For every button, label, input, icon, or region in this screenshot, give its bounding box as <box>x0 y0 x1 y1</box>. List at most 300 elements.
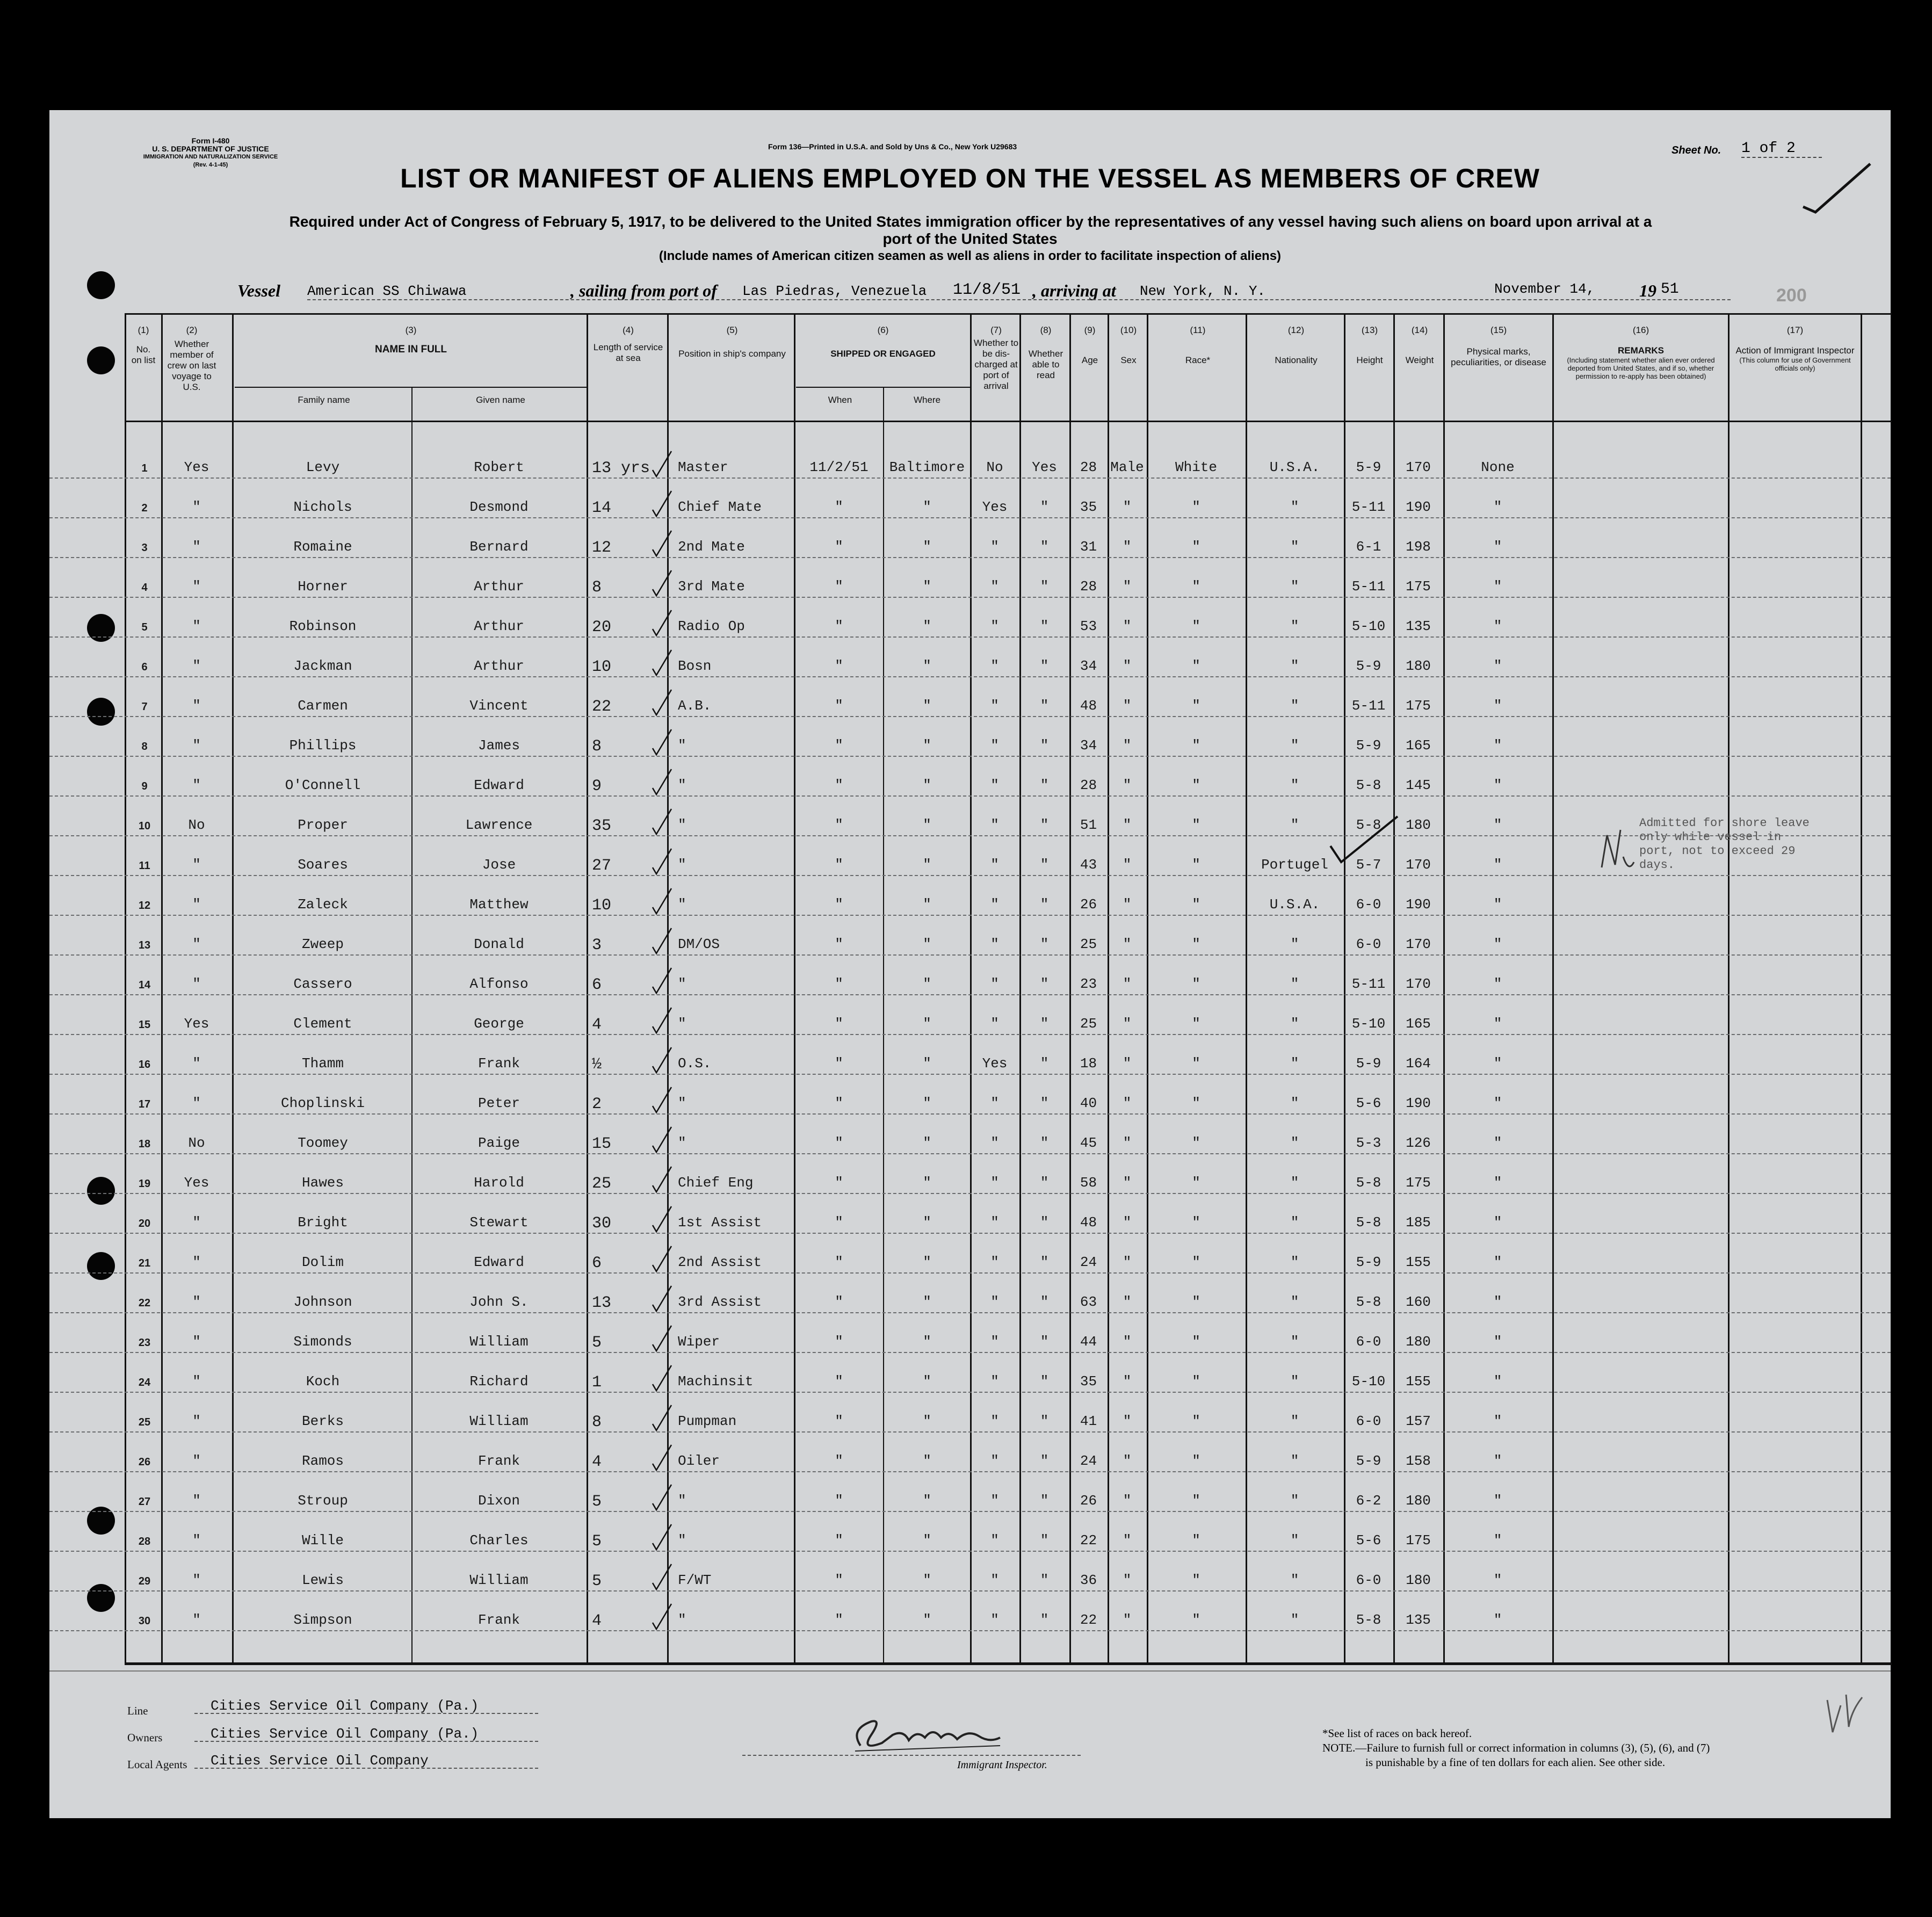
tick-mark <box>650 886 677 918</box>
given-name: Arthur <box>474 618 524 634</box>
nationality: " <box>1290 578 1299 595</box>
row-guide-line <box>49 1193 1891 1194</box>
sex: " <box>1123 1135 1132 1151</box>
position: 2nd Assist <box>678 1254 762 1270</box>
shipped-when: " <box>835 578 843 595</box>
shipped-where: " <box>923 578 931 595</box>
height: 5-8 <box>1356 1294 1381 1310</box>
note-line-2: is punishable by a fine of ten dollars for each alien. See other side. <box>1365 1756 1666 1769</box>
family-name: Toomey <box>298 1135 348 1151</box>
race: " <box>1192 1294 1200 1310</box>
physical-marks: " <box>1493 1135 1502 1151</box>
able-to-read: " <box>1040 1572 1049 1588</box>
col10-header: (10) Sex <box>1120 325 1137 365</box>
height: 5-8 <box>1356 1214 1381 1231</box>
family-name: Johnson <box>293 1294 352 1310</box>
previous-voyage: Yes <box>184 1016 209 1032</box>
tick-mark <box>650 1005 677 1037</box>
height: 5-11 <box>1351 578 1386 595</box>
nationality: " <box>1290 1175 1299 1191</box>
row-number: 14 <box>138 979 151 991</box>
able-to-read: " <box>1040 1135 1049 1151</box>
col1-header: (1) No. on list <box>131 325 156 365</box>
shipped-when: " <box>835 1612 843 1628</box>
previous-voyage: " <box>192 1493 201 1509</box>
position: " <box>678 896 686 913</box>
tick-mark <box>650 1323 677 1355</box>
able-to-read: " <box>1040 1532 1049 1549</box>
weight: 180 <box>1406 1334 1431 1350</box>
race: " <box>1192 1055 1200 1072</box>
age: 35 <box>1080 1373 1097 1390</box>
service-length: 27 <box>592 857 612 875</box>
given-name: William <box>469 1572 529 1588</box>
weight: 175 <box>1406 1175 1431 1191</box>
given-name: Donald <box>474 936 524 952</box>
family-name: Dolim <box>301 1254 344 1270</box>
shipped-when: " <box>835 1294 843 1310</box>
previous-voyage: " <box>192 618 201 634</box>
age: 48 <box>1080 698 1097 714</box>
given-name: John S. <box>469 1294 529 1310</box>
row-guide-line <box>49 716 1891 717</box>
shipped-when: " <box>835 658 843 674</box>
family-name: Hawes <box>301 1175 344 1191</box>
service-length: 20 <box>592 618 612 636</box>
tick-mark <box>650 448 677 481</box>
physical-marks: " <box>1493 1532 1502 1549</box>
able-to-read: " <box>1040 857 1049 873</box>
age: 34 <box>1080 658 1097 674</box>
previous-voyage: " <box>192 539 201 555</box>
family-name: Carmen <box>298 698 348 714</box>
race: " <box>1192 539 1200 555</box>
family-name: Nichols <box>293 499 352 515</box>
row-guide-line <box>49 1392 1891 1393</box>
family-name: Clement <box>293 1016 352 1032</box>
service-length: 22 <box>592 698 612 716</box>
tick-mark <box>650 1243 677 1276</box>
race: " <box>1192 1373 1200 1390</box>
note-label: NOTE. <box>1322 1741 1356 1754</box>
sex: " <box>1123 1572 1132 1588</box>
punch-hole <box>87 1252 115 1280</box>
given-name: Richard <box>469 1373 529 1390</box>
corner-initials <box>1822 1689 1865 1738</box>
age: 24 <box>1080 1453 1097 1469</box>
height: 5-3 <box>1356 1135 1381 1151</box>
height: 6-2 <box>1356 1493 1381 1509</box>
shipped-when: " <box>835 1373 843 1390</box>
able-to-read: " <box>1040 1214 1049 1231</box>
weight: 165 <box>1406 737 1431 754</box>
able-to-read: " <box>1040 737 1049 754</box>
physical-marks: " <box>1493 1612 1502 1628</box>
given-name: James <box>477 737 520 754</box>
discharged: " <box>990 1254 999 1270</box>
service-length: 10 <box>592 658 612 676</box>
sheet-number-value: 1 of 2 <box>1741 140 1822 158</box>
position: DM/OS <box>678 936 720 952</box>
previous-voyage: " <box>192 1373 201 1390</box>
able-to-read: " <box>1040 1413 1049 1429</box>
col5-header: (5) Position in ship's company <box>678 325 786 359</box>
shipped-where: " <box>923 1175 931 1191</box>
service-length: 14 <box>592 499 612 517</box>
shipped-where: " <box>923 1453 931 1469</box>
position: " <box>678 1095 686 1111</box>
row-number: 11 <box>139 860 150 872</box>
service-length: 5 <box>592 1572 602 1590</box>
position: " <box>678 777 686 793</box>
row-guide-line <box>49 1352 1891 1353</box>
shipped-when: " <box>835 1135 843 1151</box>
footer-top-rule <box>49 1670 1891 1672</box>
row-guide-line <box>49 1511 1891 1512</box>
row-number: 19 <box>138 1178 151 1190</box>
row-number: 24 <box>138 1377 151 1388</box>
nationality: " <box>1290 817 1299 833</box>
given-name: Harold <box>474 1175 524 1191</box>
able-to-read: " <box>1040 1493 1049 1509</box>
sheet-number-label: Sheet No. <box>1671 144 1721 156</box>
given-name: Arthur <box>474 658 524 674</box>
shipped-where: " <box>923 1095 931 1111</box>
weight: 170 <box>1406 459 1431 475</box>
previous-voyage: " <box>192 1214 201 1231</box>
race: " <box>1192 1095 1200 1111</box>
age: 40 <box>1080 1095 1097 1111</box>
weight: 180 <box>1406 658 1431 674</box>
shipped-where: " <box>923 777 931 793</box>
shipped-when: " <box>835 698 843 714</box>
previous-voyage: " <box>192 1334 201 1350</box>
form-number: Form I-480 <box>191 136 230 145</box>
service-length: 13 yrs <box>592 459 650 478</box>
subtitle-line-3: (Include names of American citizen seamen as well as aliens in order to facilitate inspection of aliens) <box>659 249 1282 263</box>
row-guide-line <box>49 795 1891 797</box>
shipped-when: " <box>835 1175 843 1191</box>
height: 6-0 <box>1356 896 1381 913</box>
service-length: 15 <box>592 1135 612 1153</box>
race: " <box>1192 618 1200 634</box>
position: " <box>678 857 686 873</box>
form-service: IMMIGRATION AND NATURALIZATION SERVICE <box>143 154 278 160</box>
previous-voyage: " <box>192 1572 201 1588</box>
col4-header: (4) Length of service at sea <box>593 325 663 363</box>
voyage-underline <box>307 299 1731 300</box>
physical-marks: " <box>1493 539 1502 555</box>
table-top-border <box>125 313 1892 315</box>
height: 5-9 <box>1356 1055 1381 1072</box>
service-length: 5 <box>592 1493 602 1511</box>
service-length: 10 <box>592 896 612 915</box>
weight: 170 <box>1406 976 1431 992</box>
previous-voyage: " <box>192 578 201 595</box>
previous-voyage: " <box>192 857 201 873</box>
physical-marks: " <box>1493 857 1502 873</box>
discharged: " <box>990 1294 999 1310</box>
punch-hole <box>87 698 115 726</box>
shipped-where: " <box>923 539 931 555</box>
shipped-when: " <box>835 1493 843 1509</box>
service-length: 25 <box>592 1175 612 1193</box>
sex: Male <box>1110 459 1144 475</box>
nationality: " <box>1290 658 1299 674</box>
page-title: LIST OR MANIFEST OF ALIENS EMPLOYED ON THE VESSEL AS MEMBERS OF CREW <box>400 163 1540 193</box>
row-guide-line <box>49 1471 1891 1472</box>
height: 5-9 <box>1356 1453 1381 1469</box>
inspector-underline <box>742 1755 1081 1756</box>
position: Oiler <box>678 1453 720 1469</box>
nationality: " <box>1290 698 1299 714</box>
shipped-when: " <box>835 777 843 793</box>
weight: 160 <box>1406 1294 1431 1310</box>
position: " <box>678 1612 686 1628</box>
service-length: 6 <box>592 976 602 994</box>
discharged: " <box>990 658 999 674</box>
nationality: " <box>1290 499 1299 515</box>
row-guide-line <box>49 1272 1891 1274</box>
row-guide-line <box>49 636 1891 638</box>
col9-header: (9) Age <box>1081 325 1098 365</box>
family-name: Robinson <box>289 618 357 634</box>
family-name: Horner <box>298 578 348 595</box>
shipped-where: " <box>923 1612 931 1628</box>
family-name: Proper <box>298 817 348 833</box>
able-to-read: " <box>1040 618 1049 634</box>
position: 1st Assist <box>678 1214 762 1231</box>
race: " <box>1192 1016 1200 1032</box>
age: 22 <box>1080 1612 1097 1628</box>
row-number: 27 <box>138 1496 151 1508</box>
given-name: Frank <box>477 1612 520 1628</box>
service-length: 9 <box>592 777 602 795</box>
age: 36 <box>1080 1572 1097 1588</box>
sex: " <box>1123 499 1132 515</box>
tick-mark <box>650 1084 677 1117</box>
age: 25 <box>1080 1016 1097 1032</box>
weight: 175 <box>1406 578 1431 595</box>
discharged: " <box>990 578 999 595</box>
service-length: 4 <box>592 1612 602 1630</box>
nationality: " <box>1290 1016 1299 1032</box>
physical-marks: " <box>1493 896 1502 913</box>
service-length: 30 <box>592 1214 612 1233</box>
shipped-when: " <box>835 737 843 754</box>
discharged: " <box>990 857 999 873</box>
race: " <box>1192 578 1200 595</box>
nationality: " <box>1290 1254 1299 1270</box>
nationality: " <box>1290 936 1299 952</box>
previous-voyage: " <box>192 1254 201 1270</box>
remark-initials-mark <box>1596 824 1639 878</box>
sex: " <box>1123 976 1132 992</box>
nationality: Portugel <box>1261 857 1328 873</box>
tick-mark <box>650 1283 677 1315</box>
tick-mark <box>650 607 677 640</box>
sex: " <box>1123 1413 1132 1429</box>
shipped-where: " <box>923 1055 931 1072</box>
shipped-where: " <box>923 1572 931 1588</box>
race: " <box>1192 1413 1200 1429</box>
physical-marks: " <box>1493 1373 1502 1390</box>
discharged: " <box>990 1493 999 1509</box>
row-guide-line <box>49 597 1891 598</box>
physical-marks: " <box>1493 1334 1502 1350</box>
note-line-1: —Failure to furnish full or correct information in columns (3), (5), (6), and (7) <box>1355 1741 1710 1754</box>
row-guide-line <box>49 676 1891 677</box>
row-guide-line <box>49 1074 1891 1075</box>
sex: " <box>1123 1612 1132 1628</box>
shipped-where: " <box>923 737 931 754</box>
col-divider <box>587 313 588 1664</box>
tick-mark <box>650 1164 677 1196</box>
nationality: " <box>1290 1055 1299 1072</box>
age: 43 <box>1080 857 1097 873</box>
remark-row-10: Admitted for shore leave only while vessel in port, not to exceed 29 days. <box>1639 816 1810 872</box>
physical-marks: " <box>1493 936 1502 952</box>
age: 48 <box>1080 1214 1097 1231</box>
discharged: " <box>990 698 999 714</box>
position: 3rd Assist <box>678 1294 762 1310</box>
col6-header: (6) SHIPPED OR ENGAGED <box>830 325 936 359</box>
tick-mark <box>650 687 677 719</box>
height: 5-9 <box>1356 459 1381 475</box>
race: " <box>1192 896 1200 913</box>
row-number: 21 <box>138 1257 151 1269</box>
discharged: No <box>986 459 1003 475</box>
col13-header: (13) Height <box>1356 325 1383 365</box>
shipped-when: " <box>835 1572 843 1588</box>
shipped-where: " <box>923 1214 931 1231</box>
able-to-read: " <box>1040 1254 1049 1270</box>
sailing-port: Las Piedras, Venezuela <box>742 283 927 299</box>
sex: " <box>1123 618 1132 634</box>
col17-header: (17) Action of Immigrant Inspector (This column for use of Government officials only) <box>1735 325 1855 372</box>
tick-mark <box>650 727 677 759</box>
family-name: Lewis <box>301 1572 344 1588</box>
service-length: 12 <box>592 539 612 557</box>
shipped-when: " <box>835 1254 843 1270</box>
nationality: " <box>1290 976 1299 992</box>
nationality: " <box>1290 1413 1299 1429</box>
row-guide-line <box>49 1431 1891 1433</box>
sex: " <box>1123 578 1132 595</box>
col11-header: (11) Race* <box>1185 325 1211 365</box>
tick-mark <box>650 1601 677 1633</box>
shipped-when: 11/2/51 <box>809 459 869 475</box>
physical-marks: " <box>1493 1493 1502 1509</box>
height: 5-8 <box>1356 817 1381 833</box>
arrival-date: November 14, <box>1494 281 1595 297</box>
shipped-when: " <box>835 1334 843 1350</box>
family-name: Soares <box>298 857 348 873</box>
tick-mark <box>650 488 677 520</box>
year-suffix: 51 <box>1661 281 1679 298</box>
col2-header: (2) Whether member of crew on last voyage to U.S. <box>167 325 216 392</box>
race: " <box>1192 737 1200 754</box>
height: 6-0 <box>1356 936 1381 952</box>
race: " <box>1192 936 1200 952</box>
shipped-where: " <box>923 1532 931 1549</box>
race: " <box>1192 1175 1200 1191</box>
service-length: 4 <box>592 1016 602 1034</box>
race: " <box>1192 817 1200 833</box>
position: " <box>678 976 686 992</box>
sex: " <box>1123 737 1132 754</box>
row-number: 5 <box>141 621 148 633</box>
able-to-read: " <box>1040 976 1049 992</box>
row-number: 1 <box>141 462 148 474</box>
family-name: Berks <box>301 1413 344 1429</box>
family-name: Choplinski <box>280 1095 365 1111</box>
weight: 155 <box>1406 1373 1431 1390</box>
row-number: 20 <box>138 1218 151 1229</box>
shipped-where: " <box>923 1493 931 1509</box>
height: 5-8 <box>1356 1612 1381 1628</box>
position: " <box>678 817 686 833</box>
tick-mark <box>650 568 677 600</box>
age: 51 <box>1080 817 1097 833</box>
shipped-when: " <box>835 1214 843 1231</box>
row-number: 25 <box>138 1416 151 1428</box>
col3a-header: Family name <box>298 395 350 405</box>
shipped-where: " <box>923 618 931 634</box>
previous-voyage: " <box>192 499 201 515</box>
previous-voyage: " <box>192 896 201 913</box>
physical-marks: " <box>1493 737 1502 754</box>
sex: " <box>1123 539 1132 555</box>
position: " <box>678 1016 686 1032</box>
subtitle-line-1: Required under Act of Congress of February 5, 1917, to be delivered to the United States immigration officer by the representatives of any vessel having such aliens on board upon arrival at a <box>289 213 1652 230</box>
weight: 175 <box>1406 698 1431 714</box>
nationality: " <box>1290 1612 1299 1628</box>
nationality: " <box>1290 777 1299 793</box>
shipped-where: " <box>923 1413 931 1429</box>
given-name: Paige <box>477 1135 520 1151</box>
physical-marks: " <box>1493 1095 1502 1111</box>
row-guide-line <box>49 478 1891 479</box>
row-number: 13 <box>138 939 151 951</box>
races-note: *See list of races on back hereof. <box>1322 1727 1472 1740</box>
sex: " <box>1123 698 1132 714</box>
given-name: Frank <box>477 1055 520 1072</box>
punch-hole <box>87 346 115 374</box>
able-to-read: Yes <box>1032 459 1057 475</box>
row-number: 4 <box>141 582 148 594</box>
tick-mark <box>650 965 677 997</box>
nationality-check-mark <box>1328 814 1403 867</box>
sex: " <box>1123 817 1132 833</box>
col-divider <box>1861 313 1862 1664</box>
age: 41 <box>1080 1413 1097 1429</box>
age: 28 <box>1080 459 1097 475</box>
able-to-read: " <box>1040 1294 1049 1310</box>
discharged: Yes <box>982 1055 1008 1072</box>
row-number: 16 <box>138 1059 151 1070</box>
tick-mark <box>650 528 677 560</box>
age: 63 <box>1080 1294 1097 1310</box>
age: 28 <box>1080 578 1097 595</box>
agents-underline <box>194 1768 538 1769</box>
tick-mark <box>650 1442 677 1474</box>
race: " <box>1192 1493 1200 1509</box>
height: 5-10 <box>1351 1016 1386 1032</box>
weight: 126 <box>1406 1135 1431 1151</box>
weight: 190 <box>1406 1095 1431 1111</box>
sex: " <box>1123 857 1132 873</box>
